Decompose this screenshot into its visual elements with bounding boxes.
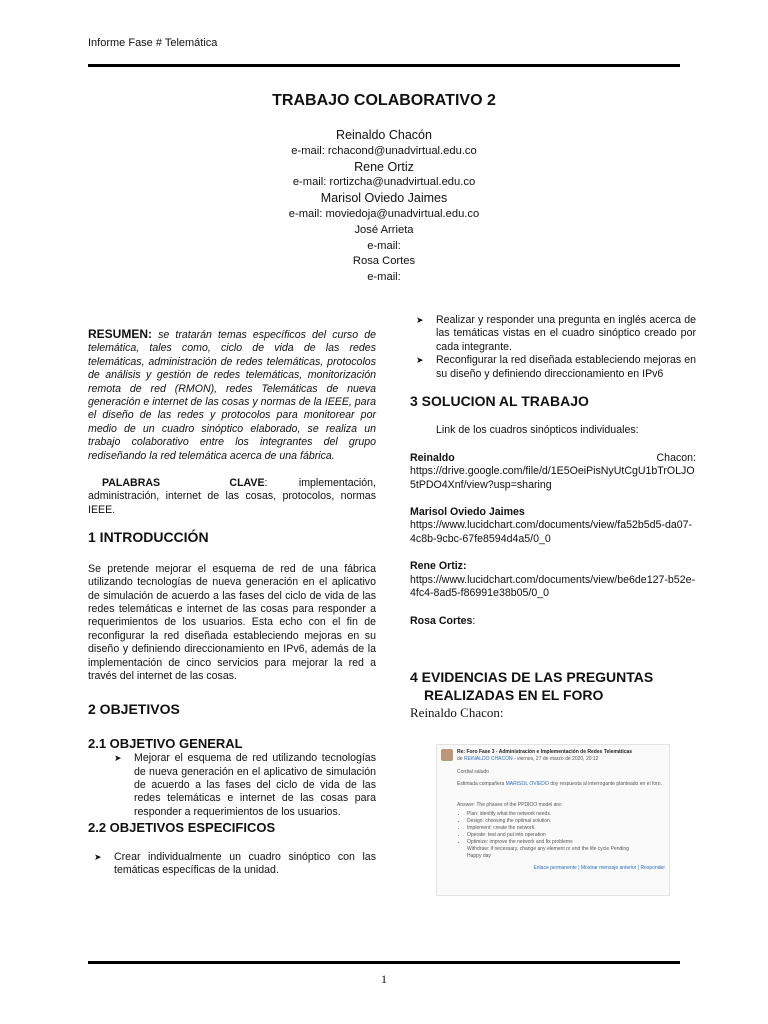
section-heading-solucion: 3 SOLUCION AL TRABAJO xyxy=(410,393,589,410)
right-column xyxy=(410,314,696,719)
sinoptico-link[interactable]: https://www.lucidchart.com/documents/view/fa52b5d5-da07-4c8b-9cbc-67fe8594d4a5/0_0 xyxy=(410,519,693,545)
abstract-text: se tratarán temas específicos del curso de telemática, tales como, ciclo de vida de las redes telemáticas, administración de redes telemáticas, protocolos de análisis y gestión de redes telemáticas, monitorización remota de red (RMON), redes Telemáticas de nueva generación e internet de las cosas y normas de la IEEE, para el diseño de las redes y protocolos para monitorear por medio de un cuadro sinóptico elaborado, se realiza un trabajo colaborativo entre los integrantes del grupo rediseñando la red telemática acerca de una fábrica. xyxy=(88,329,376,462)
document-title: TRABAJO COLABORATIVO 2 xyxy=(272,92,496,109)
forum-signoff: Happy day xyxy=(467,853,491,859)
link-entry-reinaldo xyxy=(410,452,696,492)
running-header: Informe Fase # Telemática xyxy=(88,37,218,49)
forum-greeting: Cordial saludo xyxy=(457,769,489,775)
list-item: • Optimize: improve the network and fix problems xyxy=(467,839,665,846)
section-heading-intro: 1 INTRODUCCIÓN xyxy=(88,529,209,546)
author-email: e-mail: rortizcha@unadvirtual.edu.co xyxy=(292,176,476,189)
keywords xyxy=(88,477,376,517)
entry-name: Rene Ortiz: xyxy=(410,560,467,573)
bullet-arrow-icon: ➤ xyxy=(94,851,102,862)
list-item: • Plan: identify what the network needs. xyxy=(467,811,665,818)
links-intro: Link de los cuadros sinópticos individuales: xyxy=(436,424,639,437)
section-heading-objetivos: 2 OBJETIVOS xyxy=(88,701,180,718)
forum-message: Estimada compañera MARISOL OVIEDO doy respuesta al interrogante planteado en el foro. xyxy=(457,781,662,787)
page-number: 1 xyxy=(381,972,387,986)
forum-answer: Answer: The phases of the PPDIOO model are: xyxy=(457,802,563,808)
link-entry-marisol xyxy=(410,506,696,546)
bullet-arrow-icon: ➤ xyxy=(416,315,424,325)
author-email: e-mail: rchacond@unadvirtual.edu.co xyxy=(291,144,477,157)
list-item: • Operate: test and put into operation xyxy=(467,832,665,839)
list-item: • Design: choosing the optimal solution. xyxy=(467,818,665,825)
bullet-arrow-icon: ➤ xyxy=(114,753,122,764)
author-email: e-mail: xyxy=(367,271,401,284)
forum-post-byline: de REINALDO CHACON - viernes, 27 de marzo de 2020, 20:12 xyxy=(457,756,599,762)
list-item: ➤ Crear individualmente un cuadro sinóptico con las temáticas específicas de la unidad. xyxy=(94,850,376,876)
author-name: Rene Ortiz xyxy=(354,159,414,174)
forum-screenshot xyxy=(436,744,670,896)
avatar xyxy=(441,749,453,761)
link-entry-rene xyxy=(410,560,696,600)
intro-paragraph: Se pretende mejorar el esquema de red de una fábrica utilizando tecnologías de nueva generación en el aplicativo de simulación de acuerdo a las fases del ciclo de vida de las redes telemáticas e internet de las cosas para responder a requerimientos de los usuarios. Esta echo con el fin de reconfigurar la red diseñada estableciendo mejoras en su diseño y definiendo direccionamiento en IPv6, además de la implementación de cinco servicios para mejorar la red a través del internet de las cosas. xyxy=(88,562,376,682)
entry-name-rest: Chacon: xyxy=(656,451,696,464)
forum-withdraw: Withdraw: if necessary, change any element or end the life cycle Pending xyxy=(467,846,629,852)
section-heading-evidencias: 4 EVIDENCIAS DE LAS PREGUNTAS REALIZADAS EN EL FORO xyxy=(410,668,654,703)
forum-phase-list xyxy=(457,811,665,846)
list-item: • Implement: create the network. xyxy=(467,825,665,832)
subsection-heading-general: 2.1 OBJETIVO GENERAL xyxy=(88,735,243,751)
list-item: ➤ Reconfigurar la red diseñada estableciendo mejoras en su diseño y definiendo direccionamiento en IPv6 xyxy=(416,354,696,380)
author-name: Marisol Oviedo Jaimes xyxy=(320,191,448,206)
abstract-label: RESUMEN: xyxy=(88,327,153,341)
forum-action-links[interactable]: Enlace permanente | Mostrar mensaje anterior | Responder xyxy=(533,865,665,871)
author-name: Reinaldo Chacón xyxy=(336,128,432,142)
sinoptico-link[interactable]: https://www.lucidchart.com/documents/view/be6de127-b52e-4fc4-8ad5-f86991e38b05/0_0 xyxy=(410,573,696,600)
list-item: ➤ Realizar y responder una pregunta en inglés acerca de las temáticas vistas en el cuadro sinóptico creado por cada integrante. xyxy=(416,314,696,353)
forum-post-title: Re: Foro Fase 3 - Administración e Implementación de Redes Telemáticas xyxy=(457,749,633,755)
link-entry-rosa xyxy=(410,615,696,628)
entry-name: Reinaldo xyxy=(410,451,455,464)
sinoptico-link[interactable]: https://drive.google.com/file/d/1E5OeiPisNyUtCgU1bTrOLJO5tPDO4Xnf/view?usp=sharing xyxy=(410,465,695,491)
author-email: e-mail: moviedoja@unadvirtual.edu.co xyxy=(288,207,480,220)
author-name: José Arrieta xyxy=(354,223,414,236)
footer-rule xyxy=(88,961,680,964)
entry-name-rest: : xyxy=(472,614,476,627)
author-block xyxy=(88,128,680,286)
author-name: Rosa Cortes xyxy=(352,255,416,268)
header-rule xyxy=(88,64,680,67)
list-item: ➤ Mejorar el esquema de red utilizando tecnologías de nueva generación en el aplicativo de simulación de acuerdo a las fases del ciclo de vida de las redes telemáticas e internet de las cosas para responder a requerimientos de los usuarios. xyxy=(114,752,376,818)
keywords-text: : implementación, administración, internet de las cosas, protocolos, normas IEEE. xyxy=(88,477,376,516)
evidence-author: Reinaldo Chacon: xyxy=(410,704,504,720)
entry-name: Marisol Oviedo Jaimes xyxy=(410,506,525,519)
entry-name: Rosa Cortes xyxy=(410,614,473,627)
subsection-heading-especificos: 2.2 OBJETIVOS ESPECIFICOS xyxy=(88,820,276,836)
bullet-arrow-icon: ➤ xyxy=(416,355,424,366)
left-column xyxy=(88,328,376,877)
author-email: e-mail: xyxy=(367,239,401,252)
abstract xyxy=(88,328,376,463)
keywords-label: PALABRAS CLAVE xyxy=(102,477,265,490)
